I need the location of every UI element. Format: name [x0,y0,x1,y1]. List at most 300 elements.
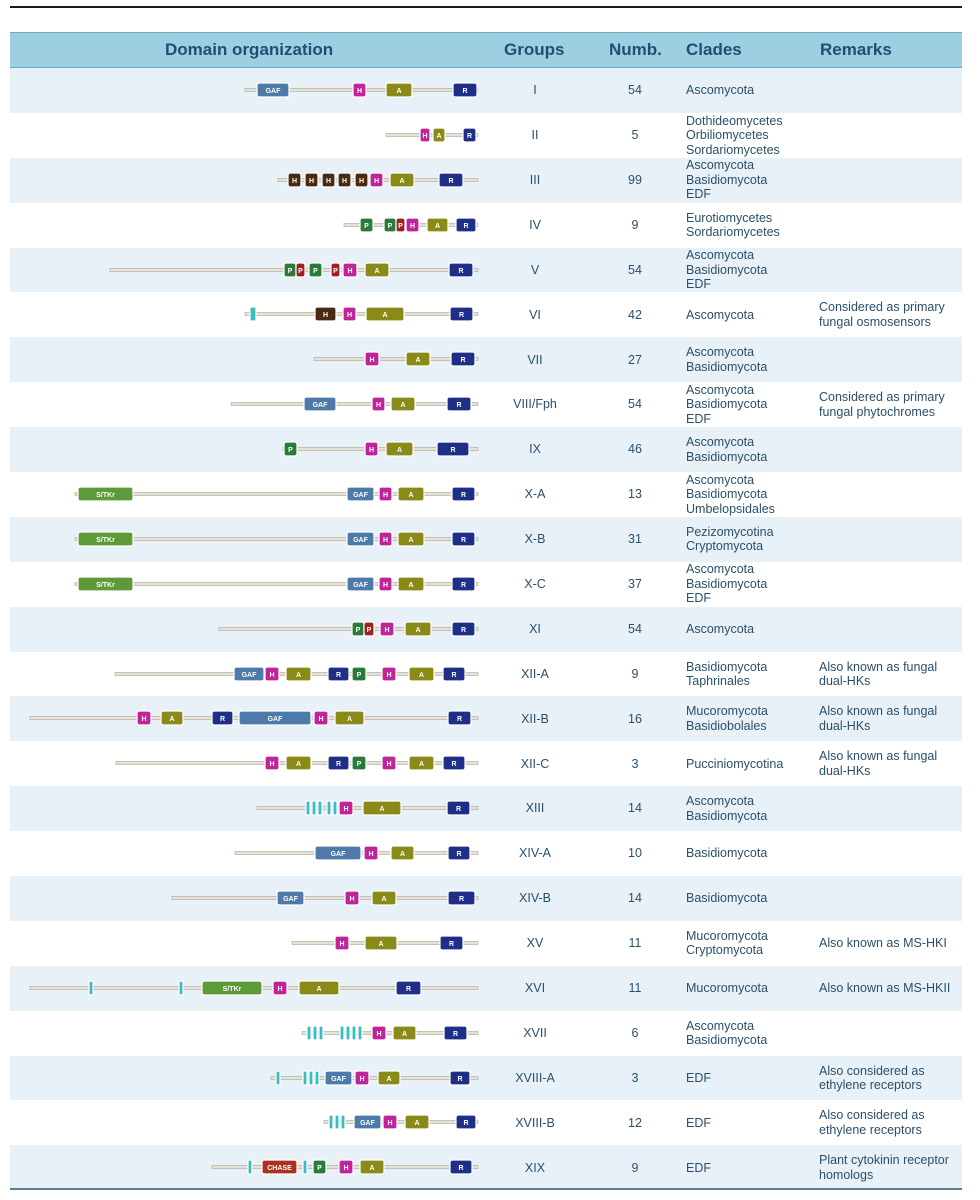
number-cell: 5 [631,128,639,143]
table-row [10,337,962,382]
remarks-cell [819,248,962,293]
group-cell: X-A [524,487,546,502]
svg-text:R: R [456,716,463,724]
svg-text:R: R [460,626,467,634]
protein-backbone [219,627,478,630]
table-row [10,876,962,921]
domain-hd [288,173,301,187]
group-cell: XI [529,621,541,636]
domain-r [449,263,473,277]
domain-tm [315,1071,319,1085]
domain-h [372,397,385,411]
domain-a [363,801,401,815]
domain-h [265,756,279,770]
domain-gaf [234,667,264,681]
svg-text:H: H [141,716,147,724]
remarks-cell: Considered as primary fungal phytochromes [819,390,945,419]
table-row [10,1011,962,1056]
domain-r [456,218,476,232]
domain-h [364,846,378,860]
domain-diagram [10,1100,480,1145]
domain-pr [364,622,374,636]
domain-p [313,1160,326,1174]
group-cell: XII-B [521,711,549,726]
domain-a [391,397,415,411]
svg-text:R: R [466,132,473,140]
svg-text:H: H [349,896,355,904]
number-cell: 54 [628,397,642,412]
domain-diagram [10,427,480,472]
domain-a [393,1026,416,1040]
svg-text:H: H [373,177,380,185]
domain-tm [319,1026,323,1040]
protein-backbone [231,403,478,406]
domain-tm [333,801,337,815]
clades-cell: Mucoromycota Cryptomycota [686,928,768,958]
remarks-cell [819,158,962,203]
svg-text:H: H [343,1165,349,1173]
group-cell: II [531,128,539,143]
domain-chase [262,1160,297,1174]
group-cell: X-B [524,532,546,547]
number-cell: 99 [628,172,642,187]
number-cell: 9 [631,1160,639,1175]
domain-table [10,32,962,1190]
svg-text:GAF: GAF [331,1075,346,1083]
svg-text:A: A [436,132,442,140]
group-cell: XIX [524,1160,546,1175]
domain-a [335,711,364,725]
svg-text:R: R [458,1165,464,1173]
domain-r [439,173,463,187]
table-row [10,113,962,158]
group-cell: XIV-B [519,891,551,906]
svg-text:R: R [460,357,466,365]
group-cell: XII-C [520,756,550,771]
number-cell: 46 [628,442,642,457]
svg-text:R: R [456,402,462,410]
group-cell: VIII/Fph [513,397,557,412]
svg-text:H: H [384,626,390,634]
table-row [10,652,962,697]
group-cell: XIII [525,801,545,816]
group-cell: VII [527,352,543,367]
domain-tm [248,1160,252,1174]
header-domain: Domain organization [165,40,334,59]
domain-h [273,981,287,995]
domain-r [437,442,469,456]
domain-diagram [10,203,480,248]
group-cell: I [533,83,537,98]
svg-text:H: H [343,806,349,814]
domain-diagram [10,966,480,1011]
svg-text:H: H [376,1030,382,1038]
svg-text:R: R [458,267,464,275]
domain-a [386,442,413,456]
svg-text:GAF: GAF [241,671,257,679]
remarks-cell [819,203,962,248]
clades-cell: Mucoromycota Basidiobolales [686,704,768,733]
svg-text:P: P [287,267,293,275]
domain-tm [250,307,256,321]
domain-gaf [239,711,311,725]
table-row [10,382,962,427]
svg-text:A: A [382,312,388,320]
domain-h [339,1160,353,1174]
group-cell: XV [526,936,544,951]
table-row [10,517,962,562]
svg-text:H: H [368,447,375,455]
svg-text:H: H [422,132,428,140]
number-cell: 9 [631,217,639,232]
domain-a [391,846,414,860]
svg-text:H: H [318,716,324,724]
table-row [10,966,962,1011]
domain-tm [303,1160,307,1174]
domain-h [379,532,392,546]
svg-text:A: A [396,88,402,95]
remarks-cell: Also considered as ethylene receptors [819,1063,925,1093]
domain-h [382,667,396,681]
remarks-cell [819,562,962,607]
domain-diagram [10,113,480,158]
domain-gaf [354,1115,381,1129]
table-row [10,696,962,741]
svg-text:H: H [359,1075,365,1083]
svg-text:H: H [386,671,392,679]
domain-h [137,711,151,725]
svg-text:R: R [335,761,342,769]
clades-cell: Ascomycota Basidiomycota EDF [686,562,768,606]
domain-s-tkr [78,487,133,501]
clades-cell: Ascomycota Basidiomycota EDF [686,158,768,202]
domain-diagram [10,158,480,203]
svg-text:R: R [457,1075,463,1083]
clades-cell: Ascomycota Basidiomycota Umbelopsidales [686,472,775,516]
svg-text:H: H [325,177,332,185]
domain-diagram [10,517,480,562]
svg-text:R: R [451,671,457,679]
domain-h [314,711,328,725]
svg-text:S/TKr: S/TKr [222,985,242,993]
svg-text:H: H [369,357,375,365]
svg-text:A: A [378,940,384,948]
domain-a [286,667,311,681]
remarks-cell [819,337,962,382]
number-cell: 3 [631,1070,639,1085]
svg-text:P: P [356,671,362,679]
domain-diagram [10,786,480,831]
domain-tm [340,1026,344,1040]
svg-text:GAF: GAF [353,492,368,500]
domain-a [433,128,445,142]
remarks-cell [819,517,962,562]
group-cell: IV [529,217,541,232]
domain-h [379,577,392,591]
domain-tm [179,981,183,995]
domain-a [409,756,434,770]
svg-text:A: A [415,626,421,634]
domain-h [370,173,383,187]
table-row [10,831,962,876]
domain-h [335,936,349,950]
svg-text:A: A [386,1075,392,1083]
group-cell: XVI [524,981,546,995]
svg-text:R: R [462,88,468,95]
domain-r [453,83,477,97]
clades-cell: Basidiomycota [686,891,768,906]
bottom-rule [10,1188,962,1190]
svg-text:H: H [386,761,392,769]
remarks-cell [819,876,962,921]
svg-text:A: A [401,1030,408,1038]
domain-r [443,667,465,681]
table-row [10,1145,962,1190]
domain-tm [327,801,331,815]
domain-gaf [257,83,289,97]
domain-tm [358,1026,362,1040]
domain-r [440,936,463,950]
table-header [10,32,962,68]
svg-text:S/TKr: S/TKr [96,581,115,589]
domain-diagram [10,652,480,697]
domain-tm [352,1026,356,1040]
svg-text:H: H [346,312,353,320]
domain-a [405,622,431,636]
domain-r [450,1160,472,1174]
number-cell: 42 [628,307,642,322]
svg-text:R: R [463,222,469,230]
table-row [10,203,962,248]
svg-text:A: A [399,851,406,859]
svg-text:R: R [460,581,467,589]
clades-cell: EDF [686,1115,711,1130]
top-rule [10,6,962,8]
remarks-cell: Also known as MS-HKI [819,936,947,951]
svg-text:R: R [448,177,454,185]
clades-cell: Ascomycota [686,83,755,98]
header-clades: Clades [686,40,742,59]
domain-diagram [10,921,480,966]
domain-h [420,128,430,142]
svg-text:H: H [382,492,389,500]
clades-cell: EDF [686,1070,711,1085]
table-row [10,427,962,472]
domain-hd [305,173,318,187]
svg-text:R: R [458,896,465,904]
clades-cell: Dothideomycetes Orbiliomycetes Sordariomycetes [686,113,783,157]
domain-r [448,891,475,905]
svg-text:H: H [269,761,275,769]
domain-tm [306,801,310,815]
domain-tm [313,1026,317,1040]
domain-diagram [10,68,480,113]
remarks-cell: Also known as MS-HKII [819,981,951,995]
domain-gaf [325,1071,352,1085]
domain-diagram [10,607,480,652]
domain-gaf [347,487,374,501]
domain-r [452,577,475,591]
domain-diagram [10,741,480,786]
svg-text:A: A [415,357,421,365]
svg-text:GAF: GAF [360,1120,375,1128]
svg-text:S/TKr: S/TKr [96,492,115,500]
svg-text:R: R [456,851,462,859]
domain-tm [341,1115,345,1129]
domain-diagram [10,562,480,607]
svg-text:H: H [358,177,365,185]
svg-text:H: H [277,985,283,993]
domain-p [360,218,373,232]
protein-backbone [245,313,478,316]
domain-diagram [10,831,480,876]
domain-tm [303,1071,307,1085]
domain-hd [315,307,336,321]
svg-text:A: A [400,402,406,410]
domain-hd [355,173,368,187]
svg-text:R: R [451,761,457,769]
domain-a [378,1071,400,1085]
domain-a [405,1115,429,1129]
domain-tm [346,1026,350,1040]
domain-a [365,936,397,950]
number-cell: 11 [628,981,642,995]
domain-diagram [10,876,480,921]
svg-text:P: P [333,267,338,275]
header-remarks: Remarks [820,40,892,59]
clades-cell: Ascomycota Basidiomycota EDF [686,248,768,292]
svg-text:H: H [368,851,374,859]
domain-a [398,487,424,501]
remarks-cell [819,113,962,158]
svg-text:R: R [452,1030,459,1038]
number-cell: 54 [628,262,642,277]
group-cell: III [529,172,541,187]
svg-text:A: A [408,492,414,500]
domain-r [448,711,471,725]
remarks-cell: Also known as fungal dual-HKs [819,749,938,778]
number-cell: 10 [628,846,642,861]
svg-text:A: A [169,716,175,724]
svg-text:A: A [374,267,380,275]
domain-r [451,352,475,366]
number-cell: 54 [628,621,642,636]
table-row [10,741,962,786]
svg-text:H: H [382,581,389,589]
domain-h [379,487,392,501]
group-cell: XVIII-A [515,1070,555,1085]
domain-a [406,352,430,366]
table-row [10,472,962,517]
clades-cell: Mucoromycota [686,981,768,995]
svg-text:A: A [316,985,322,993]
svg-text:H: H [375,402,382,410]
svg-text:R: R [455,806,462,814]
table-row [10,1056,962,1101]
domain-h [353,83,366,97]
domain-r [328,756,349,770]
group-cell: IX [529,442,541,457]
header-groups: Groups [504,40,565,59]
domain-h [382,756,396,770]
svg-text:GAF: GAF [312,402,328,410]
domain-gaf [315,846,361,860]
svg-text:A: A [396,447,403,455]
protein-backbone [271,1076,478,1079]
group-cell: V [530,262,540,277]
domain-s-tkr [78,532,133,546]
domain-a [386,83,412,97]
number-cell: 3 [631,756,639,771]
svg-text:GAF: GAF [330,851,346,859]
remarks-cell [819,607,962,652]
clades-cell: Eurotiomycetes Sordariomycetes [686,210,780,240]
svg-text:R: R [463,1120,469,1128]
svg-text:H: H [291,177,298,185]
domain-r [447,801,470,815]
clades-cell: Ascomycota Basidiomycota [686,435,768,464]
domain-a [409,667,434,681]
number-cell: 14 [628,801,642,816]
domain-h [365,352,379,366]
number-cell: 54 [628,83,642,98]
domain-p [284,263,296,277]
domain-diagram [10,248,480,293]
svg-text:H: H [322,312,329,320]
domain-p [352,667,366,681]
domain-a [161,711,183,725]
domain-a [286,756,311,770]
remarks-cell [819,786,962,831]
domain-r [396,981,421,995]
clades-cell: Ascomycota Basidiomycota EDF [686,382,768,426]
domain-a [398,532,424,546]
svg-text:A: A [379,806,385,814]
clades-cell: Ascomycota [686,621,755,636]
svg-text:P: P [355,626,361,634]
svg-text:GAF: GAF [265,88,281,95]
domain-r [450,1071,470,1085]
svg-text:H: H [387,1120,393,1128]
svg-text:P: P [356,761,362,769]
svg-text:GAF: GAF [267,716,283,724]
remarks-cell [819,1011,962,1056]
domain-r [463,128,476,142]
table-row [10,786,962,831]
svg-text:R: R [405,985,412,993]
table-row [10,248,962,293]
svg-text:H: H [347,267,353,275]
table-body [10,68,962,1190]
svg-text:R: R [450,447,456,455]
domain-pr [331,263,340,277]
domain-r [452,622,475,636]
svg-text:A: A [295,671,302,679]
domain-tm [307,1026,311,1040]
table-row [10,607,962,652]
number-cell: 13 [628,487,642,502]
domain-r [212,711,233,725]
domain-s-tkr [202,981,262,995]
remarks-cell: Also known as fungal dual-HKs [819,659,938,689]
number-cell: 12 [628,1115,642,1130]
svg-text:A: A [408,536,414,544]
svg-text:A: A [346,716,353,724]
domain-h [343,307,356,321]
domain-a [390,173,414,187]
domain-diagram [10,696,480,741]
number-cell: 31 [628,532,642,547]
